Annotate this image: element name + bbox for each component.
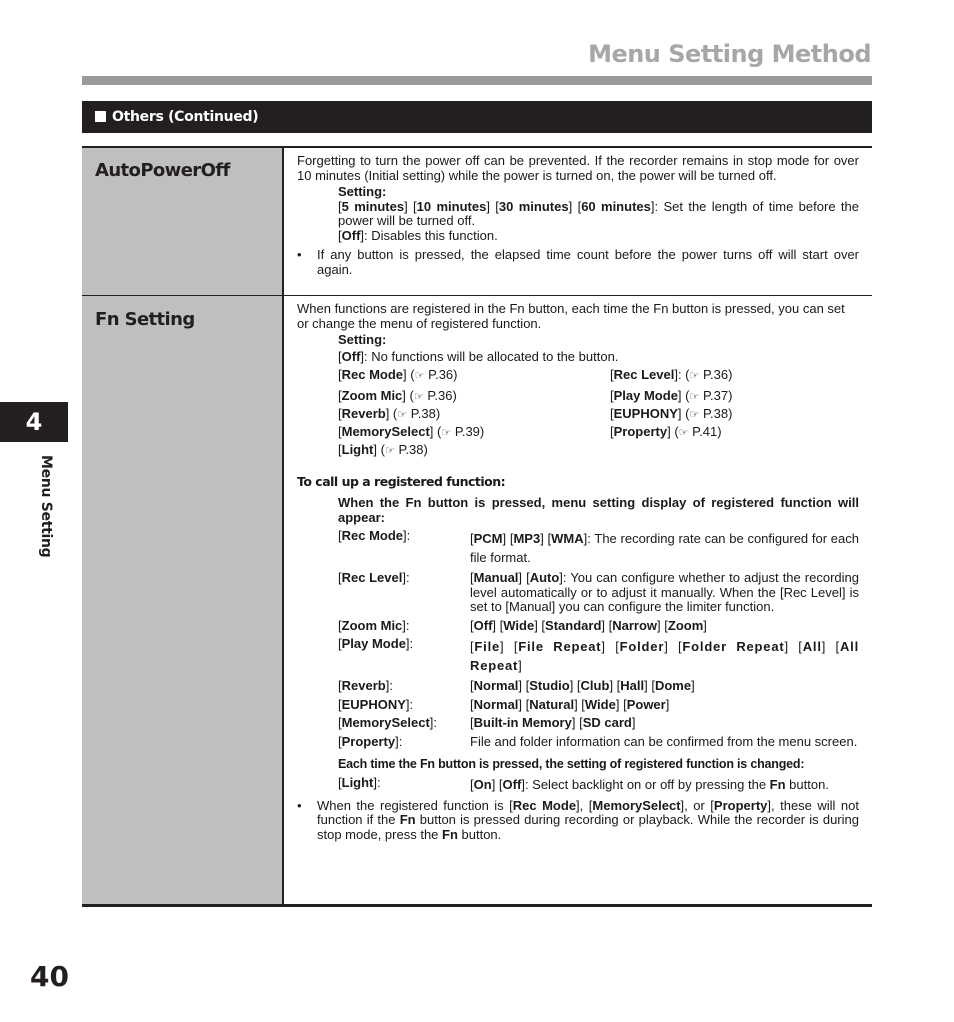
assignable-item: [Rec Mode] (☞ P.36) (338, 367, 458, 382)
assignable-item: [Property] (☞ P.41) (610, 424, 722, 439)
fn-bottom-note: • When the registered function is [Rec Mode], [MemorySelect], or [Property], these will not function if the Fn button is pressed during recording or playback. While the recorder is during stop mode, press the Fn button. (297, 799, 859, 843)
assignable-item: [Zoom Mic] (☞ P.36) (338, 388, 457, 403)
chapter-tab: 4 (0, 402, 68, 442)
call-up-description: When the Fn button is pressed, menu setting display of registered function will appear: (338, 495, 859, 525)
function-values: [Normal] [Studio] [Club] [Hall] [Dome] (470, 678, 695, 693)
reference-hand-icon: ☞ (397, 409, 408, 421)
light-function (338, 776, 859, 794)
function-values: [Off] [Wide] [Standard] [Narrow] [Zoom] (470, 617, 707, 633)
function-name: [EUPHONY]: (338, 696, 414, 712)
function-name: [Zoom Mic]: (338, 617, 410, 633)
autopoweroff-off: [Off]: Disables this function. (338, 227, 498, 243)
section-title: Others (Continued) (112, 109, 259, 125)
fn-option-off: Off (341, 348, 361, 364)
reference-hand-icon: ☞ (678, 427, 689, 439)
autopoweroff-title: AutoPowerOff (82, 148, 284, 295)
assignable-item: [EUPHONY] (☞ P.38) (610, 406, 733, 421)
autopoweroff-row (82, 146, 872, 295)
function-name: [Rec Level]: (338, 570, 410, 585)
fn-setting-title: Fn Setting (82, 296, 284, 904)
square-bullet-icon (95, 111, 106, 122)
option-60-minutes: 60 minutes (581, 198, 651, 214)
fn-off-option: [Off]: No functions will be allocated to the button. (338, 348, 619, 364)
fn-setting-description (284, 296, 872, 904)
reference-hand-icon: ☞ (413, 391, 424, 403)
call-up-title: To call up a registered function: (297, 473, 506, 489)
assignable-item: [Light] (☞ P.38) (338, 442, 428, 457)
autopoweroff-options: [5 minutes] [10 minutes] [30 minutes] [60 minutes]: Set the length of time before the power will be turned off. (338, 198, 859, 228)
function-values: [Normal] [Natural] [Wide] [Power] (470, 696, 670, 712)
option-5-minutes: 5 minutes (341, 198, 405, 214)
assignable-functions (338, 368, 859, 459)
option-10-minutes: 10 minutes (416, 198, 487, 214)
function-name: [MemorySelect]: (338, 715, 438, 730)
reference-hand-icon: ☞ (689, 409, 700, 421)
function-values: [Built-in Memory] [SD card] (470, 715, 636, 730)
functions-table (338, 529, 859, 749)
reference-hand-icon: ☞ (414, 370, 425, 382)
reference-hand-icon: ☞ (689, 391, 700, 403)
off-description: : Disables this function. (364, 227, 498, 243)
function-values: [PCM] [MP3] [WMA]: The recording rate can be configured for each file format. (470, 531, 859, 565)
chapter-label: Menu Setting (38, 455, 54, 558)
autopoweroff-description (284, 148, 872, 295)
assignable-item: [Rec Level]: (☞ P.36) (610, 367, 733, 382)
fn-setting-row (82, 295, 872, 907)
assignable-item: [Play Mode] (☞ P.37) (610, 388, 733, 403)
autopoweroff-setting-label: Setting: (338, 184, 387, 199)
function-values: [On] [Off]: Select backlight on or off by pressing the Fn button. (470, 776, 829, 792)
fn-off-description: : No functions will be allocated to the button. (364, 348, 619, 364)
options-description: : Set the length of time before the power will be turned off. (338, 198, 859, 228)
assignable-item: [MemorySelect] (☞ P.39) (338, 424, 485, 439)
page-number: 40 (30, 960, 69, 993)
function-name: [Play Mode]: (338, 636, 414, 651)
function-values: File and folder information can be confirmed from the menu screen. (470, 733, 858, 749)
function-name: [Light]: (338, 774, 381, 790)
autopoweroff-intro: Forgetting to turn the power off can be prevented. If the recorder remains in stop mode for over 10 minutes (Initial setting) while the power is turned on, the power will be turned off. (297, 153, 859, 183)
header-rule (82, 76, 872, 85)
function-name: [Property]: (338, 733, 403, 749)
settings-table (82, 146, 872, 907)
reference-hand-icon: ☞ (689, 370, 700, 382)
option-30-minutes: 30 minutes (498, 198, 569, 214)
fn-setting-label: Setting: (338, 332, 387, 347)
each-time-note: Each time the Fn button is pressed, the setting of registered function is changed: (338, 757, 805, 771)
fn-intro: When functions are registered in the Fn button, each time the Fn button is pressed, you can set or change the menu of registered function. (297, 301, 845, 331)
reference-hand-icon: ☞ (441, 427, 452, 439)
section-bar (82, 101, 872, 133)
reference-hand-icon: ☞ (384, 445, 395, 457)
assignable-item: [Reverb] (☞ P.38) (338, 406, 441, 421)
function-values: [File] [File Repeat] [Folder] [Folder Repeat] [All] [All Repeat] (470, 639, 859, 673)
function-name: [Rec Mode]: (338, 528, 411, 543)
function-values: [Manual] [Auto]: You can configure whether to adjust the recording level automatically or to adjust it manually. When the [Rec Level] is set to [Manual] you can configure the limiter function. (470, 570, 859, 614)
page-header-title: Menu Setting Method (588, 40, 871, 68)
option-off: Off (341, 227, 361, 243)
autopoweroff-note: • If any button is pressed, the elapsed time count before the power turns off will start over again. (297, 248, 859, 277)
function-name: [Reverb]: (338, 678, 393, 693)
